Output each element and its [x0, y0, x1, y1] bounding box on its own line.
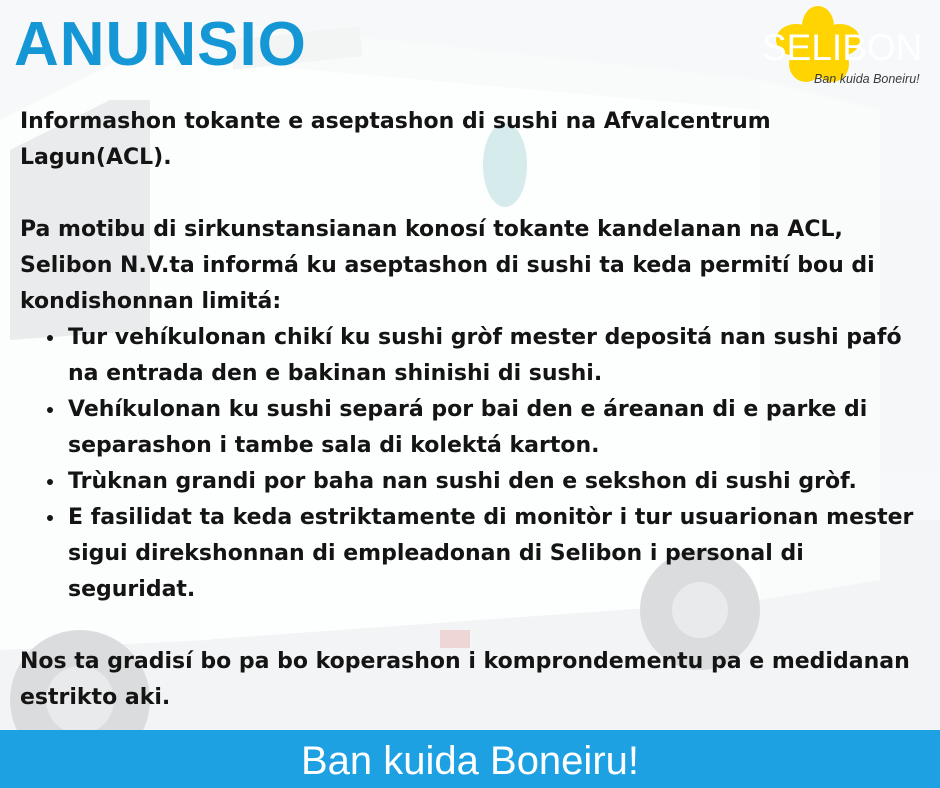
logo-wordmark: SELIBON: [762, 27, 923, 68]
selibon-logo: [756, 6, 932, 90]
list-item: • E fasilidat ta keda estriktamente di monitòr i tur usuarionan mester sigui direkshonnan di empleadonan di Selibon i personal di seguridat.: [66, 500, 920, 608]
footer-slogan: Ban kuida Boneiru!: [300, 738, 639, 783]
list-item: • Trùknan grandi por baha nan sushi den e sekshon di sushi gròf.: [66, 464, 920, 500]
list-item: • Vehíkulonan ku sushi separá por bai den e áreanan di e parke di separashon i tambe sala di kolektá karton.: [66, 392, 920, 464]
logo-tagline: Ban kuida Boneiru!: [814, 72, 920, 86]
list-item: • Tur vehíkulonan chikí ku sushi gròf mester depositá nan sushi pafó na entrada den e bakinan shinishi di sushi.: [66, 320, 920, 392]
announcement-body: [20, 104, 920, 716]
conditions-list: [20, 320, 920, 608]
intro-text: Informashon tokante e aseptashon di sushi na Afvalcentrum Lagun(ACL).: [20, 109, 771, 170]
conditions-paragraph: Pa motibu di sirkunstansianan konosí tokante kandelanan na ACL, Selibon N.V.ta informá ku aseptashon di sushi ta keda permití bou di kondishonnan limitá:: [20, 217, 875, 314]
footer-banner: [0, 730, 940, 788]
announcement-title: ANUNSIO: [14, 10, 307, 79]
closing-text: Nos ta gradisí bo pa bo koperashon i komprondementu pa e medidanan estrikto aki.: [20, 649, 910, 710]
